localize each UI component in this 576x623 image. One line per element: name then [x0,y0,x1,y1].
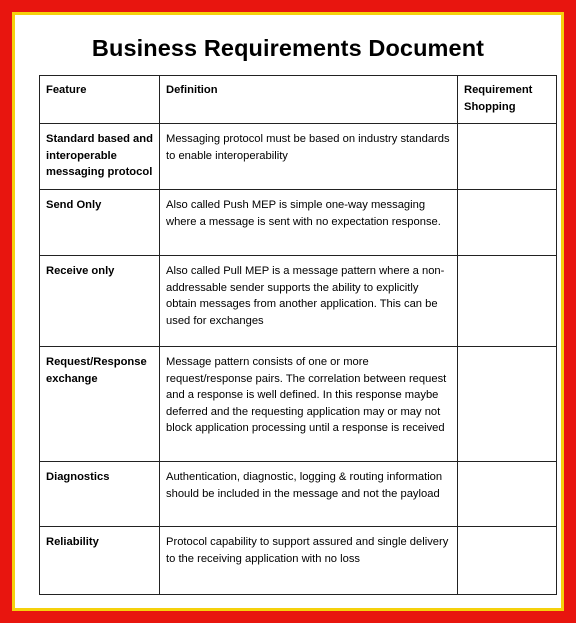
requirement-cell [458,527,557,595]
header-feature: Feature [40,76,160,124]
table-row [40,190,557,256]
requirement-cell [458,462,557,527]
definition-cell: Also called Pull MEP is a message pattern where a non-addressable sender supports the ability to explicitly obtain messages from another application. This can be used for exchanges [160,256,458,347]
requirement-cell [458,256,557,347]
definition-cell: Also called Push MEP is simple one-way messaging where a message is sent with no expectation response. [160,190,458,256]
feature-cell: Receive only [40,256,160,347]
feature-cell: Standard based and interoperable messaging protocol [40,124,160,190]
definition-cell: Messaging protocol must be based on industry standards to enable interoperability [160,124,458,190]
definition-cell: Protocol capability to support assured and single delivery to the receiving application with no loss [160,527,458,595]
document-page [12,12,564,611]
table-row [40,124,557,190]
requirement-cell [458,347,557,462]
feature-cell: Request/Response exchange [40,347,160,462]
table-row [40,347,557,462]
table-header-row [40,76,557,124]
definition-cell: Authentication, diagnostic, logging & routing information should be included in the message and not the payload [160,462,458,527]
table-row [40,527,557,595]
feature-cell: Send Only [40,190,160,256]
definition-cell: Message pattern consists of one or more request/response pairs. The correlation between request and a response is well defined. In this response maybe deferred and the requesting application may or may not block application processing until a response is received [160,347,458,462]
header-requirement: Requirement Shopping [458,76,557,124]
feature-cell: Diagnostics [40,462,160,527]
table-row [40,256,557,347]
document-title: Business Requirements Document [91,35,485,61]
table-row [40,462,557,527]
requirements-table [39,75,557,595]
requirement-cell [458,124,557,190]
requirement-cell [458,190,557,256]
feature-cell: Reliability [40,527,160,595]
header-definition: Definition [160,76,458,124]
